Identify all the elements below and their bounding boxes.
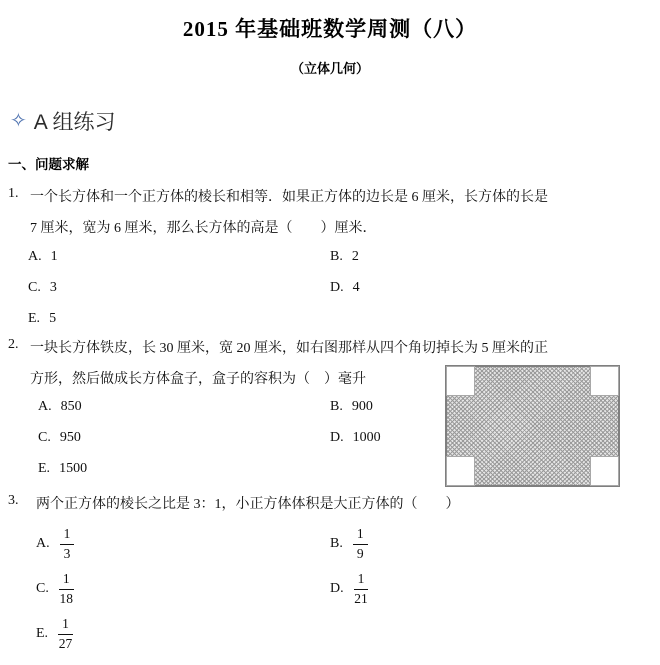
q1-line2: 7 厘米，宽为 6 厘米，那么长方体的高是（ ）厘米． [30, 221, 377, 236]
page-subtitle: （立体几何） [290, 61, 369, 76]
cut-corner-square [590, 456, 619, 486]
option-label: E. [38, 461, 51, 476]
fraction-denominator: 18 [59, 590, 73, 606]
option-label: A. [38, 399, 52, 414]
q2-sheet-metal-figure [445, 365, 620, 487]
option-label: B. [330, 536, 343, 551]
q3-line1: 两个正方体的棱长之比是 3：1，小正方体体积是大正方体的（ ） [36, 497, 460, 512]
option-value: 3 [49, 280, 57, 295]
q1-line1: 一个长方体和一个正方体的棱长和相等．如果正方体的边长是 6 厘米，长方体的长是 [30, 190, 548, 205]
option-label: E. [36, 626, 49, 641]
option-label: A. [28, 249, 42, 264]
q2-option-e [38, 461, 87, 477]
option-value: 1 [50, 249, 58, 264]
four-pointed-star-icon: ✧ [10, 110, 27, 132]
fraction [353, 526, 368, 561]
option-label: A. [36, 536, 50, 551]
q3-option-b [330, 524, 368, 564]
option-label: B. [330, 399, 343, 414]
q2-number: 2. [8, 337, 19, 352]
cut-corner-square [446, 366, 475, 396]
section-heading-label: A 组练习 [33, 111, 116, 134]
option-value: 4 [352, 280, 360, 295]
option-label: D. [330, 430, 344, 445]
option-value: 1000 [352, 430, 381, 445]
q3-option-d [330, 569, 368, 609]
fraction-numerator: 1 [59, 571, 74, 589]
q3-option-a [36, 524, 74, 564]
fraction [58, 616, 73, 651]
option-label: D. [330, 581, 344, 596]
fraction [60, 526, 75, 561]
fraction-numerator: 1 [58, 616, 73, 634]
q1-option-d [330, 280, 360, 296]
cut-corner-square [446, 456, 475, 486]
fraction-denominator: 21 [354, 590, 368, 606]
fraction-numerator: 1 [353, 526, 368, 544]
fraction-denominator: 3 [63, 545, 71, 561]
q1-option-a [28, 249, 58, 265]
part-heading: 一、问题求解 [8, 157, 89, 172]
fraction [59, 571, 74, 606]
q2-line2: 方形，然后做成长方体盒子，盒子的容积为（ ）毫升 [30, 372, 366, 387]
q3-option-e [36, 614, 73, 654]
q1-number: 1. [8, 186, 19, 201]
q2-line1: 一块长方体铁皮，长 30 厘米，宽 20 厘米，如右图那样从四个角切掉长为 5 厘米的正 [30, 341, 548, 356]
option-label: B. [330, 249, 343, 264]
fraction-numerator: 1 [354, 571, 369, 589]
fraction [354, 571, 369, 606]
option-value: 1500 [59, 461, 88, 476]
q1-option-b [330, 249, 359, 265]
option-value: 5 [49, 311, 57, 326]
q3-number: 3. [8, 493, 19, 508]
section-heading-a [10, 106, 115, 136]
q1-option-e [28, 311, 56, 327]
fraction-denominator: 27 [58, 635, 73, 651]
option-value: 900 [351, 399, 373, 414]
q2-option-b [330, 399, 373, 415]
option-label: C. [38, 430, 51, 445]
option-value: 850 [60, 399, 82, 414]
option-label: C. [36, 581, 49, 596]
option-label: C. [28, 280, 41, 295]
q1-option-c [28, 280, 57, 296]
option-label: D. [330, 280, 344, 295]
fraction-denominator: 9 [356, 545, 364, 561]
option-value: 2 [351, 249, 359, 264]
cut-corner-square [590, 366, 619, 396]
q2-option-a [38, 399, 82, 415]
q2-option-d [330, 430, 381, 446]
q2-option-c [38, 430, 81, 446]
option-value: 950 [59, 430, 81, 445]
page-title: 2015 年基础班数学周测（八） [182, 17, 478, 41]
q3-option-c [36, 569, 74, 609]
fraction-numerator: 1 [60, 526, 75, 544]
option-label: E. [28, 311, 41, 326]
